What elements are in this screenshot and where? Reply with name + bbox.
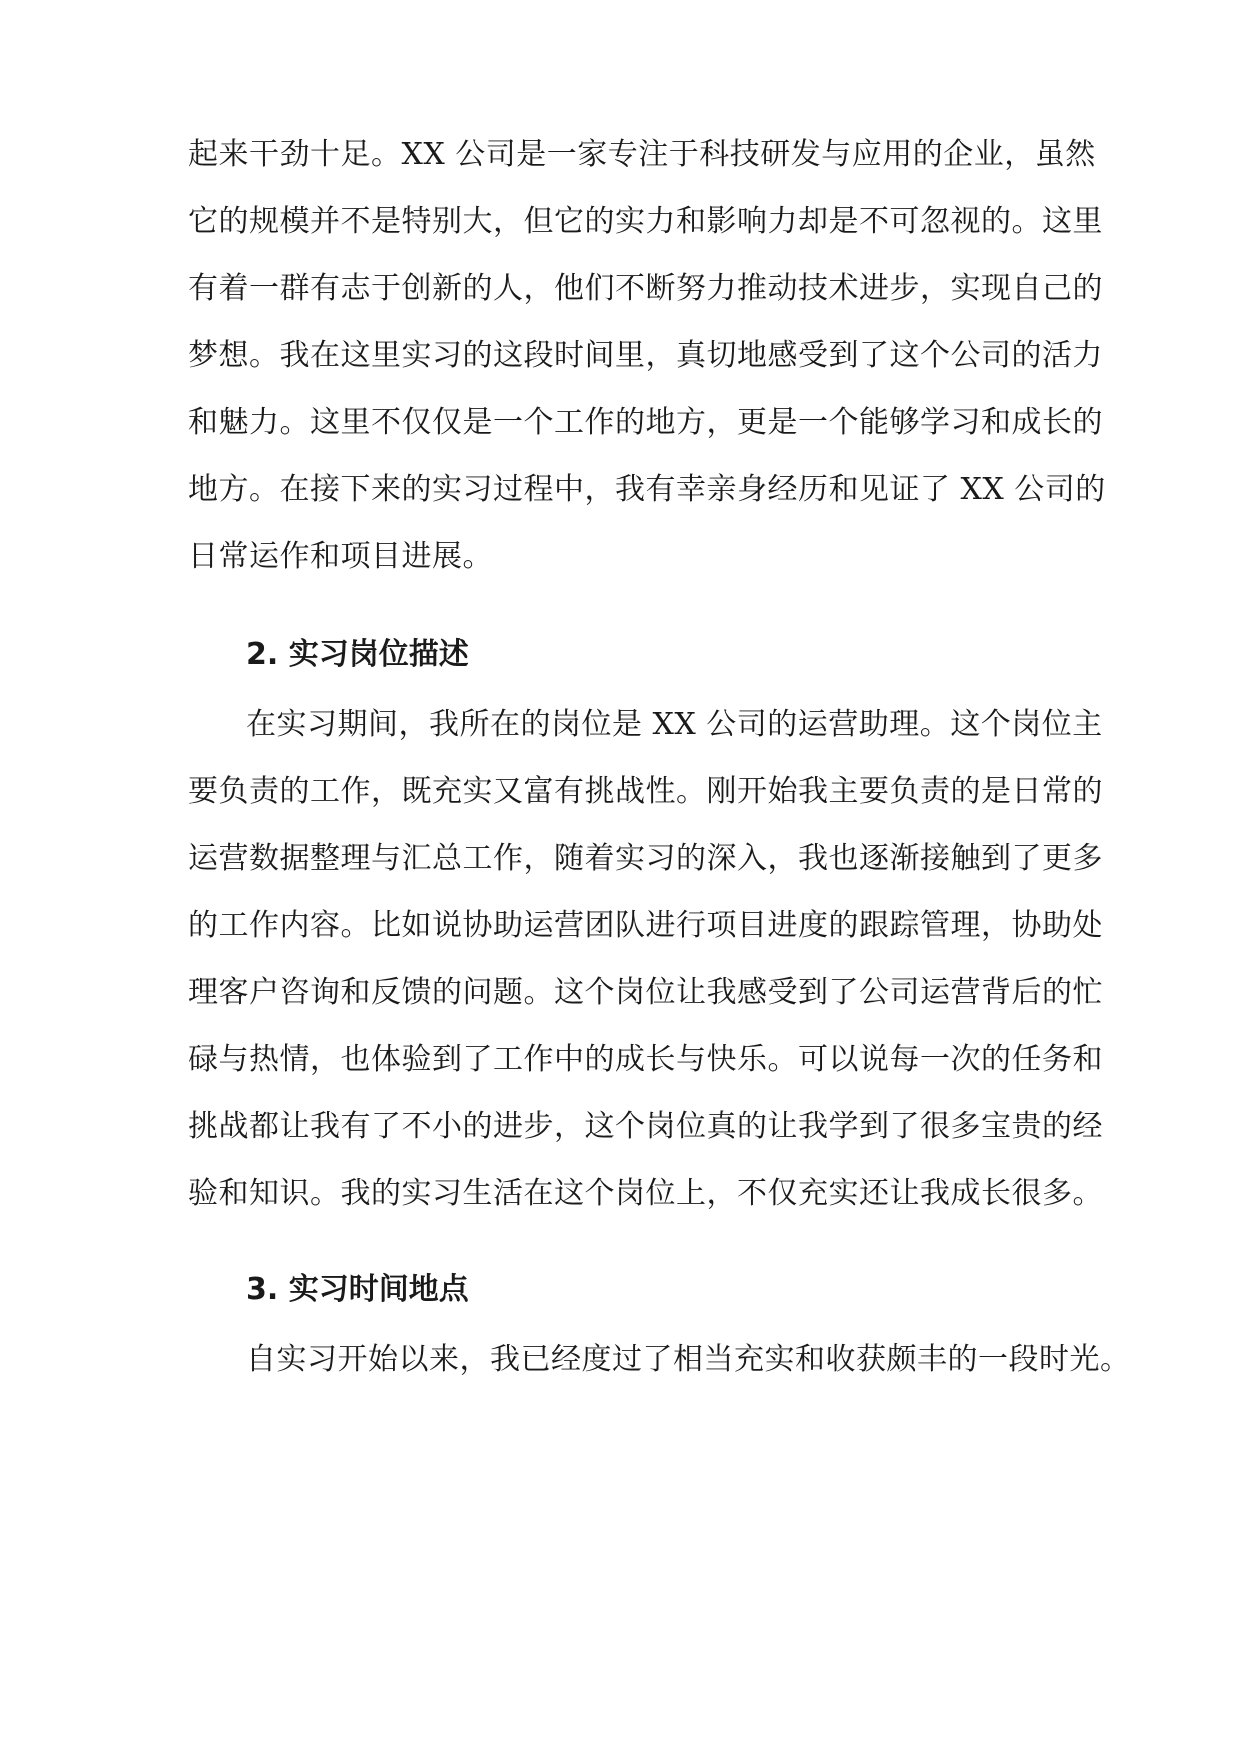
paragraph-line: 挑战都让我有了不小的进步，这个岗位真的让我学到了很多宝贵的经 (188, 1109, 1103, 1144)
paragraph-line: 运营数据整理与汇总工作，随着实习的深入，我也逐渐接触到了更多 (188, 841, 1103, 876)
paragraph-line: 起来干劲十足。XX 公司是一家专注于科技研发与应用的企业，虽然 (188, 137, 1096, 172)
paragraph-line: 日常运作和项目进展。 (188, 539, 493, 574)
paragraph-line: 理客户咨询和反馈的问题。这个岗位让我感受到了公司运营背后的忙 (188, 975, 1103, 1010)
paragraph-line: 自实习开始以来，我已经度过了相当充实和收获颇丰的一段时光。 (246, 1342, 1131, 1377)
section-heading-2: 2. 实习岗位描述 (246, 637, 469, 672)
paragraph-line: 碌与热情，也体验到了工作中的成长与快乐。可以说每一次的任务和 (188, 1042, 1103, 1077)
paragraph-line: 在实习期间，我所在的岗位是 XX 公司的运营助理。这个岗位主 (246, 707, 1103, 742)
paragraph-line: 梦想。我在这里实习的这段时间里，真切地感受到了这个公司的活力 (188, 338, 1103, 373)
paragraph-line: 和魅力。这里不仅仅是一个工作的地方，更是一个能够学习和成长的 (188, 405, 1103, 440)
paragraph-line: 有着一群有志于创新的人，他们不断努力推动技术进步，实现自己的 (188, 271, 1103, 306)
paragraph-line: 验和知识。我的实习生活在这个岗位上，不仅充实还让我成长很多。 (188, 1176, 1103, 1211)
paragraph-line: 要负责的工作，既充实又富有挑战性。刚开始我主要负责的是日常的 (188, 774, 1103, 809)
paragraph-line: 的工作内容。比如说协助运营团队进行项目进度的跟踪管理，协助处 (188, 908, 1103, 943)
paragraph-line: 它的规模并不是特别大，但它的实力和影响力却是不可忽视的。这里 (188, 204, 1103, 239)
section-heading-3: 3. 实习时间地点 (246, 1272, 469, 1307)
paragraph-line: 地方。在接下来的实习过程中，我有幸亲身经历和见证了 XX 公司的 (188, 472, 1106, 507)
